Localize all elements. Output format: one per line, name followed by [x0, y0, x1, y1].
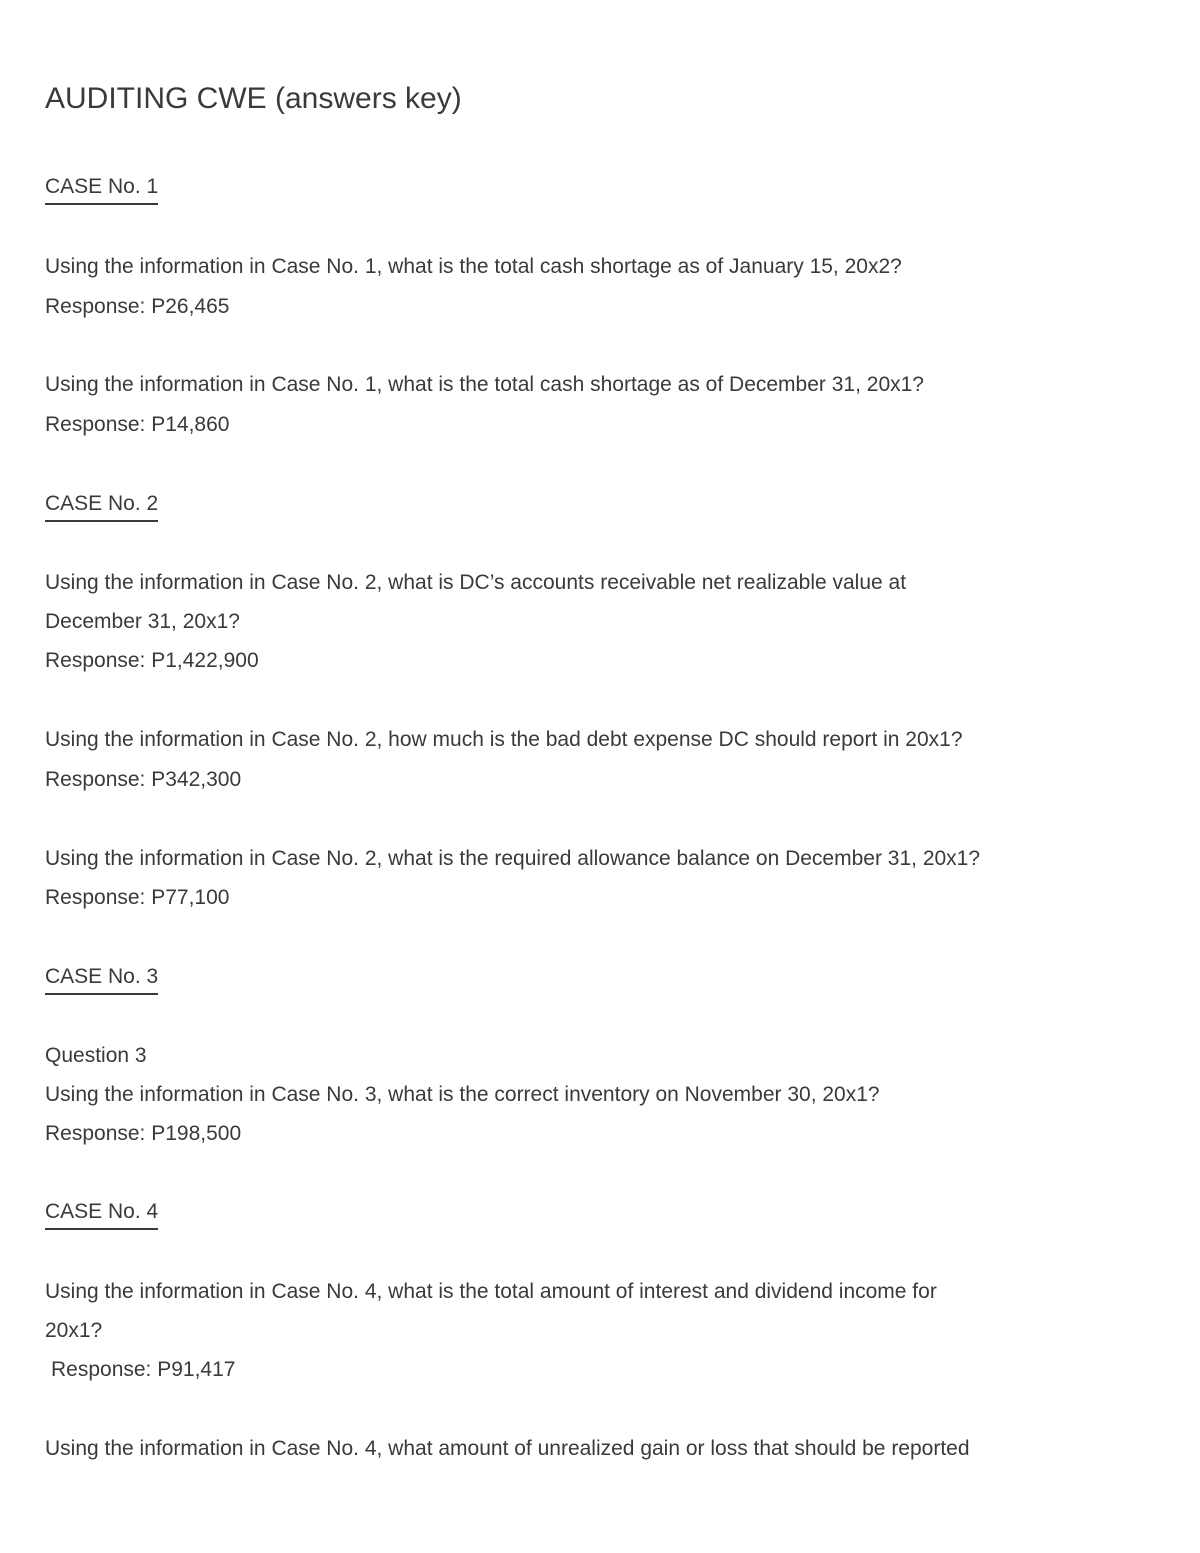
case-1-question-1: Using the information in Case No. 1, what is the total cash shortage as of January 15, 20x2? [45, 255, 902, 278]
case-3-question-label: Question 3 [45, 1044, 147, 1067]
case-1-heading: CASE No. 1 [45, 174, 158, 205]
case-2-heading: CASE No. 2 [45, 491, 158, 522]
case-4-question-1-line-2: 20x1? [45, 1319, 103, 1342]
case-4-response-1: Response: P91,417 [51, 1358, 236, 1381]
case-4-question-1-line-1: Using the information in Case No. 4, what is the total amount of interest and dividend income for [45, 1280, 937, 1303]
case-3-heading: CASE No. 3 [45, 964, 158, 995]
case-1-response-1: Response: P26,465 [45, 295, 230, 318]
case-4-question-2-line-1: Using the information in Case No. 4, what amount of unrealized gain or loss that should be reported [45, 1437, 970, 1460]
case-2-question-1-line-2: December 31, 20x1? [45, 610, 240, 633]
case-2-response-3: Response: P77,100 [45, 886, 230, 909]
case-3-response-1: Response: P198,500 [45, 1122, 242, 1145]
case-2-response-1: Response: P1,422,900 [45, 649, 259, 672]
document-title: AUDITING CWE (answers key) [45, 82, 462, 115]
case-4-heading: CASE No. 4 [45, 1199, 158, 1230]
case-2-question-2: Using the information in Case No. 2, how much is the bad debt expense DC should report in 20x1? [45, 728, 963, 751]
case-2-question-3: Using the information in Case No. 2, what is the required allowance balance on December 31, 20x1? [45, 847, 981, 870]
case-1-question-2: Using the information in Case No. 1, what is the total cash shortage as of December 31, 20x1? [45, 373, 924, 396]
case-3-question-1: Using the information in Case No. 3, what is the correct inventory on November 30, 20x1? [45, 1083, 880, 1106]
case-1-response-2: Response: P14,860 [45, 413, 230, 436]
case-2-response-2: Response: P342,300 [45, 768, 242, 791]
case-2-question-1-line-1: Using the information in Case No. 2, what is DC’s accounts receivable net realizable value at [45, 571, 907, 594]
